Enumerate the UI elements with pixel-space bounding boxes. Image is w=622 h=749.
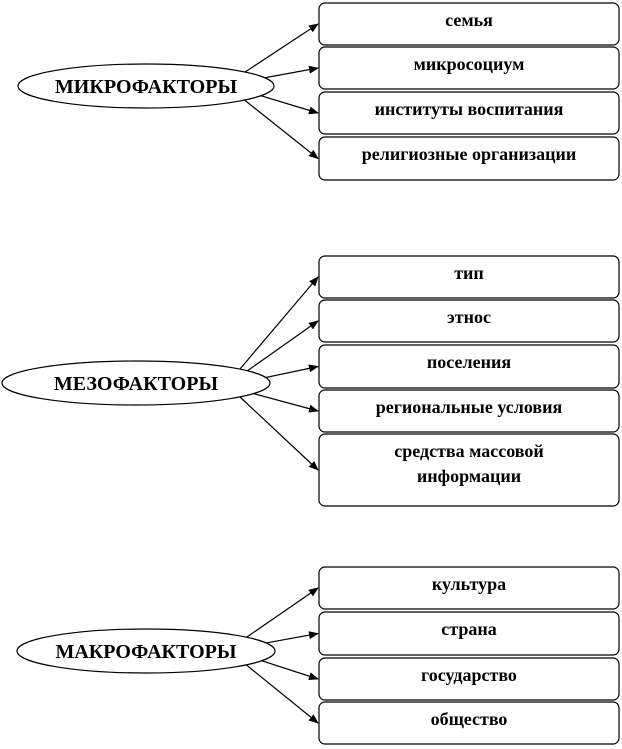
connector-arrow [240, 277, 318, 369]
factor-title: МАКРОФАКТОРЫ [55, 641, 237, 663]
factor-item-label: семья [445, 10, 493, 30]
factor-item-label: информации [416, 466, 522, 486]
connector-arrow [240, 321, 318, 376]
factor-group [2, 256, 619, 506]
factor-item-label: тип [454, 263, 484, 283]
connector-arrow [244, 588, 318, 639]
factor-item-label: поселения [426, 352, 512, 372]
factor-item-label: институты воспитания [374, 99, 564, 119]
factor-title: МЕЗОФАКТОРЫ [53, 373, 219, 395]
factor-item-label: страна [441, 619, 497, 639]
factor-item-label: культура [431, 574, 507, 594]
factor-group [17, 567, 619, 744]
factor-item-label: микросоциум [413, 54, 525, 74]
connector-arrow [242, 24, 318, 74]
factor-item-label: средства массовой [394, 441, 544, 461]
factor-item-label: религиозные организации [361, 144, 577, 164]
factor-item-label: региональные условия [375, 397, 563, 417]
connector-arrow [244, 663, 318, 723]
factor-item-label: государство [421, 665, 517, 685]
factor-item-label: этнос [447, 307, 491, 327]
connector-arrow [242, 98, 318, 159]
factor-title: МИКРОФАКТОРЫ [54, 76, 238, 98]
factor-item-label: общество [430, 709, 508, 729]
factor-group [18, 3, 619, 180]
